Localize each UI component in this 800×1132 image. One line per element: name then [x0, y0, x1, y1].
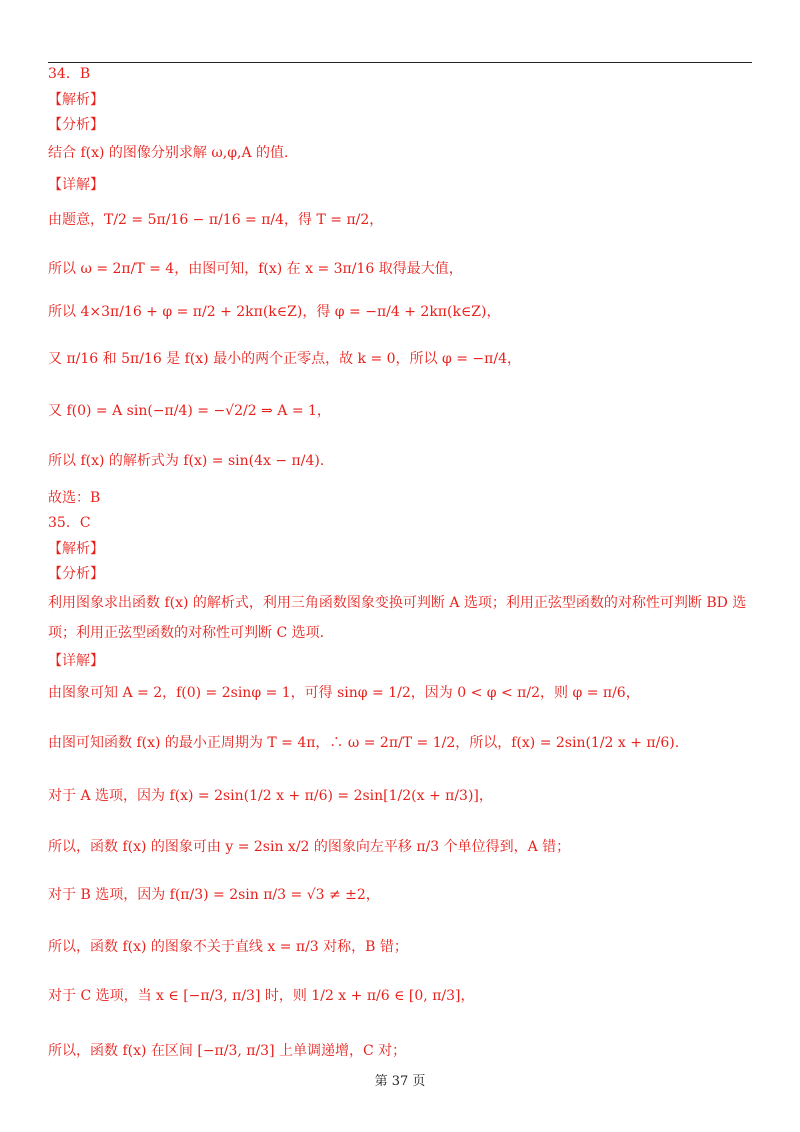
q34-step-5: 又 f(0) = A sin(−π/4) = −√2/2 ⇒ A = 1，	[48, 403, 331, 419]
q35-answer: 35．C	[48, 515, 91, 531]
q35-fenxi-tag: 【分析】	[48, 566, 104, 582]
top-rule	[48, 62, 752, 63]
q35-step-6: 所以，函数 f(x) 的图象不关于直线 x = π/3 对称，B 错；	[48, 939, 408, 955]
q35-fenxi-line-1: 利用图象求出函数 f(x) 的解析式，利用三角函数图象变换可判断 A 选项；利用正弦型函数的对称性可判断 BD 选	[48, 595, 747, 611]
q34-step-4: 又 π/16 和 5π/16 是 f(x) 最小的两个正零点，故 k = 0，所以 φ = −π/4，	[48, 351, 521, 367]
q34-answer: 34．B	[48, 66, 91, 82]
q35-detail-tag: 【详解】	[48, 653, 104, 669]
q35-fenxi-line-2: 项；利用正弦型函数的对称性可判断 C 选项.	[48, 625, 325, 641]
q34-step-1: 由题意，T/2 = 5π/16 − π/16 = π/4，得 T = π/2，	[48, 212, 384, 228]
page-footer: 第 37 页	[374, 1074, 426, 1089]
q34-conclusion: 故选：B	[48, 490, 101, 506]
q35-step-3: 对于 A 选项，因为 f(x) = 2sin(1/2 x + π/6) = 2sin[1/2(x + π/3)]，	[48, 788, 493, 804]
q34-step-6: 所以 f(x) 的解析式为 f(x) = sin(4x − π/4).	[48, 453, 325, 469]
q34-fenxi-text: 结合 f(x) 的图像分别求解 ω,φ,A 的值.	[48, 145, 289, 161]
q35-step-2: 由图可知函数 f(x) 的最小正周期为 T = 4π，∴ ω = 2π/T = 1/2，所以，f(x) = 2sin(1/2 x + π/6).	[48, 735, 680, 751]
q35-analysis-tag: 【解析】	[48, 541, 104, 557]
q35-step-4: 所以，函数 f(x) 的图象可由 y = 2sin x/2 的图象向左平移 π/3 个单位得到，A 错；	[48, 839, 571, 855]
q34-step-3: 所以 4×3π/16 + φ = π/2 + 2kπ(k∈Z)，得 φ = −π/4 + 2kπ(k∈Z)，	[48, 304, 501, 320]
q34-detail-tag: 【详解】	[48, 177, 104, 193]
q35-step-1: 由图象可知 A = 2，f(0) = 2sinφ = 1，可得 sinφ = 1/2，因为 0 < φ < π/2，则 φ = π/6，	[48, 685, 640, 701]
q35-step-5: 对于 B 选项，因为 f(π/3) = 2sin π/3 = √3 ≠ ±2，	[48, 887, 380, 903]
q34-analysis-tag: 【解析】	[48, 92, 104, 108]
q34-step-2: 所以 ω = 2π/T = 4，由图可知，f(x) 在 x = 3π/16 取得最大值，	[48, 261, 463, 277]
q35-step-8: 所以，函数 f(x) 在区间 [−π/3, π/3] 上单调递增，C 对；	[48, 1043, 407, 1059]
q34-fenxi-tag: 【分析】	[48, 117, 104, 133]
q35-step-7: 对于 C 选项，当 x ∈ [−π/3, π/3] 时，则 1/2 x + π/6 ∈ [0, π/3]，	[48, 988, 475, 1004]
